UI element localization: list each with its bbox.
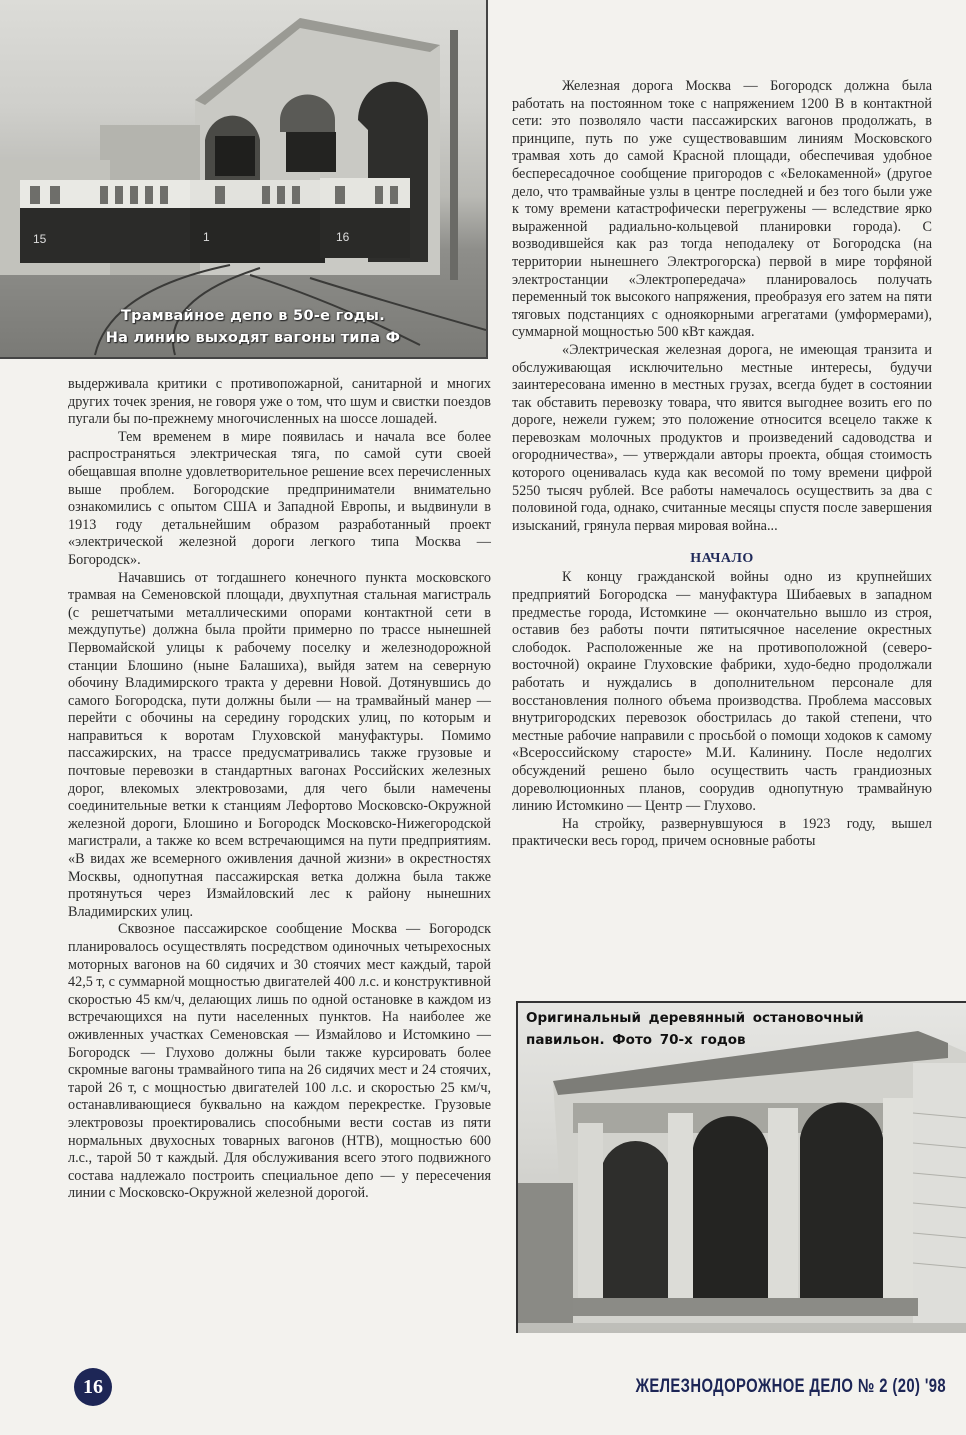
pavilion-illustration: [518, 1003, 966, 1333]
paragraph: Тем временем в мире появилась и начала все более распространяться электрическая тяга, по самой сути своей обещавшая вполне удовлетворительное решение всех перечисленных выше проблем. Богородские предприниматели внимательно ознакомились с опытом США и Западной Европы, и выдвинули в 1913 году детальнейшим образом разработанный проект «электрической железной дороги легкого типа Москва — Богородск».: [68, 428, 491, 568]
tram-depot-caption: [0, 305, 486, 349]
right-column: [512, 78, 932, 851]
tram-number-1: 1: [203, 230, 210, 244]
tram-depot-photo: [0, 0, 488, 359]
tram-number-16: 16: [336, 230, 350, 244]
paragraph: «Электрическая железная дорога, не имеющая транзита и обслуживающая исключительно местные интересы, будучи заинтересована именно в местных грузах, всегда будет в состоянии так обставить перевозку товара, что явится выгоднее возить его по дороге, нежели гужем; это положение относится всецело также к перевозкам молочных продуктов и произведений садоводства и огородничества», — утверждали авторы проекта, общая стоимость которого оценивалась куда как весомой по тому времени цифрой 5250 тысяч рублей. Все работы намечалось осуществить за два с половиной года, однако, считанные месяцы спустя после завершения изысканий, грянула первая мировая война...: [512, 341, 932, 534]
tram-number-15: 15: [33, 232, 47, 246]
paragraph: Сквозное пассажирское сообщение Москва — Богородск планировалось осуществлять посредством одиночных четырехосных моторных вагонов на 60 сидячих и 30 стоячих мест каждый, тарой 42,5 т, с суммарной мощностью двигателей 400 л.с. и конструктивной скоростью 45 км/ч, делающих лишь по одной остановке в каждом из встречающихся на пути населенных пунктов. На наиболее же оживленных участках Семеновская — Измайлово и Истомкино — Богородск — Глухово должны были также курсировать более скромные вагоны трамвайного типа на 26 сидячих мест и 24 стоячих, тарой 26 т, с мощностью двигателей 100 л.с. и скоростью 25 км/ч, останавливающиеся буквально на каждом перекрестке. Грузовые электровозы проектировались способными вести состав из пяти нормальных двухосных товарных вагонов (НТВ), мощностью 600 л.с., тарой 50 т каждый. Для обслуживания всего этого подвижного состава надлежало построить специальное депо — у пересечения линии с Московско-Окружной железной дорогой.: [68, 921, 491, 1202]
paragraph: Железная дорога Москва — Богородск должна была работать на постоянном токе с напряжением 1200 В в контактной сети: это позволяло части пассажирских вагонов продолжать, в принципе, путь по уже существовавшим линиям Московского трамвая хоть до самой Красной площади, обеспечивая удобное беспересадочное сообщение пригородов с «Белокаменной» (другое дело, что трамвайные узлы в центре последней и без того были уже к тому времени катастрофически перегружены — вследствие ярко выраженной радиально-кольцевой планировки города). С возводившейся как раз тогда неподалеку от Богородска (на территории нынешнего Электрогорска) первой в мире торфяной электростанции «Электропередача» планировалось получать переменный ток высокого напряжения, преобразуя его затем на пяти тяговых подстанциях с одноякорными агрегатами (умформерами), суммарной мощностью 500 кВт каждая.: [512, 78, 932, 341]
pavilion-caption: Оригинальный деревянный остановочный павильон. Фото 70-х годов: [526, 1010, 864, 1048]
caption-line-1: Трамвайное депо в 50-е годы.: [120, 308, 386, 324]
paragraph: К концу гражданской войны одно из крупнейших предприятий Богородска — мануфактура Шибаевых в западном предместье города, Истомкине — окончательно вышло из строя, оставив без работы почти пятитысячное население окрестных слободок. Расположенные же на противоположной (северо-восточной) окраине Глуховские фабрики, худо-бедно продолжали работать и нуждались в дополнительном персонале для восстановления полного объема производства. Проблема массовых внутригородских перевозок обострилась до такой степени, что местные рабочие направили с просьбой о помощи ходоков к самому «Всероссийскому старосте» М.И. Калинину. После недолгих обсуждений решено было осуществить часть грандиозных дореволюционных планов, соорудив однопутную трамвайную линию Истомкино — Центр — Глухово.: [512, 569, 932, 815]
paragraph: На стройку, развернувшуюся в 1923 году, вышел практически весь город, причем основные работы: [512, 815, 932, 850]
pavilion-photo: [516, 1001, 966, 1333]
paragraph: выдерживала критики с противопожарной, санитарной и многих других точек зрения, не говоря уже о том, что шум и свистки поездов пугали бы по-прежнему многочисленных на шоссе лошадей.: [68, 376, 491, 428]
section-heading: НАЧАЛО: [690, 551, 754, 567]
left-column: [68, 376, 491, 1203]
page-number-badge: 16: [74, 1368, 112, 1406]
magazine-title-footer: ЖЕЛЕЗНОДОРОЖНОЕ ДЕЛО № 2 (20) '98: [635, 1376, 946, 1397]
paragraph: Начавшись от тогдашнего конечного пункта московского трамвая на Семеновской площади, двухпутная стальная магистраль (с решетчатыми металлическими опорами контактной сети в междупутье) должна была пройти примерно по трассе нынешней Первомайской улицы к рабочему поселку и железнодорожной станции Блошино (ныне Балашиха), выйдя затем на северную обочину Владимирского тракта у деревни Новой. Дотянувшись до самого Богородска, пути должны были — на трамвайный манер — перейти с обочины на середину городских улиц, по которым и направиться к воротам Глуховской мануфактуры. Помимо пассажирских, на трассе предусматривались также грузовые и почтовые перевозки в стандартных вагонах Российских железных дорог, влекомых электровозами, для чего были намечены соединительные ветки к станциям Лефортово Московско-Окружной железной дороги, Блошино и Богородск Московско-Нижегородской магистрали, а также ко всем встречающимся на пути предприятиям. «В видах же всемерного оживления дачной жизни» в окрестностях Москвы, однопутная пассажирская ветка должна была также протянуться через Измайловский лес к району нынешних Владимирских улиц.: [68, 569, 491, 920]
tram-depot-illustration: [0, 0, 486, 357]
caption-line-2: На линию выходят вагоны типа Ф: [105, 330, 401, 346]
